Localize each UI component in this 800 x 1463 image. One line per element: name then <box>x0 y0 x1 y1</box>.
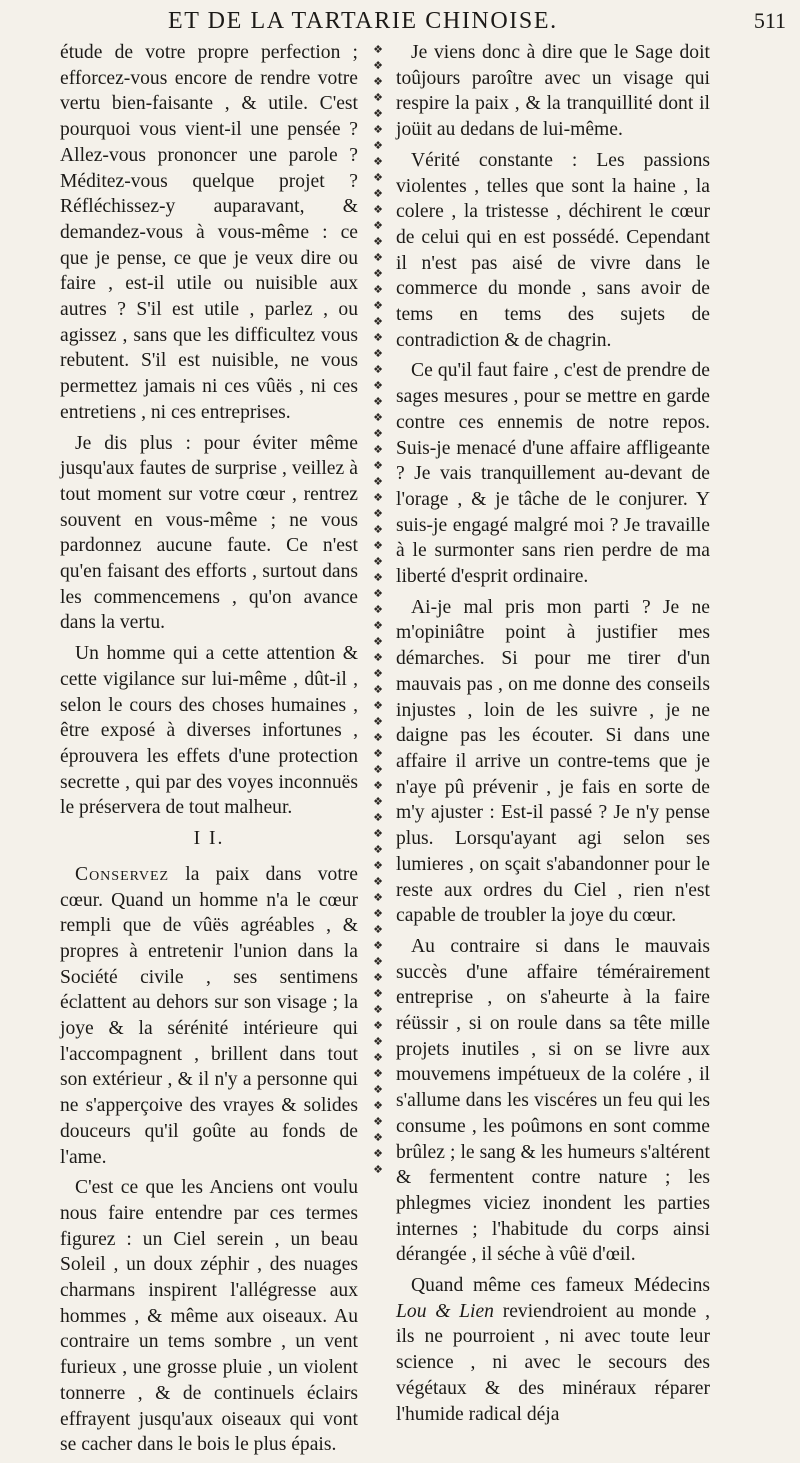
ornament-glyph: ❖ <box>373 939 383 952</box>
paragraph: Ce qu'il faut faire , c'est de prendre de sages mesures , pour se mettre en garde contre ces ennemis de notre repos. Suis-je menacé d'une affaire affligeante ? Je vais tranquillement au-devant de l'orage , & je tâche de le conjurer. Y suis-je engagé malgré moi ? Je travaille à le surmonter sans rien perdre de ma liberté d'esprit ordinaire. <box>396 360 710 588</box>
paragraph: Je dis plus : pour éviter même jusqu'aux fautes de surprise , veillez à tout moment sur votre cœur , rentrez souvent en vous-même ; ne vous pardonnez aucune faute. Ce n'est qu'en faisant des efforts , surtout dans les commencemens , qu'on avance dans la vertu. <box>60 432 358 634</box>
ornament-glyph: ❖ <box>373 539 383 552</box>
ornament-glyph: ❖ <box>373 779 383 792</box>
ornament-glyph: ❖ <box>373 571 383 584</box>
ornament-glyph: ❖ <box>373 203 383 216</box>
ornament-glyph: ❖ <box>373 315 383 328</box>
ornament-glyph: ❖ <box>373 491 383 504</box>
ornament-glyph: ❖ <box>373 763 383 776</box>
paragraph-text: Quand même ces fameux Médecins <box>411 1275 710 1297</box>
ornament-glyph: ❖ <box>373 795 383 808</box>
ornament-glyph: ❖ <box>373 555 383 568</box>
paragraph: C'est ce que les Anciens ont voulu nous faire entendre par ces termes figurez : un Ciel serein , un beau Soleil , un doux zéphir , des nuages charmans inspirent l'allégresse aux hommes , & même aux oiseaux. Au contraire un tems sombre , un vent furieux , une grosse pluie , un violent tonnerre , & de continuels éclairs effrayent jusqu'aux oiseaux qui vont se cacher dans le bois le plus épais. <box>60 1177 358 1456</box>
ornament-glyph: ❖ <box>373 523 383 536</box>
ornament-glyph: ❖ <box>373 43 383 56</box>
italic-names: Lou & Lien <box>396 1300 494 1322</box>
ornament-glyph: ❖ <box>373 123 383 136</box>
paragraph: Au contraire si dans le mauvais succès d'une affaire témérairement entreprise , on s'aheurte à la faire réüssir , si on roule dans sa tête mille projets inutiles , si on se livre aux mouvemens impétueux de la colére , il s'allume dans les viscéres un feu qui les consume , les poûmons en sont comme brûlez ; le sang & les humeurs s'altérent & fermentent contre nature ; les phlegmes viciez inondent les parties internes ; l'habitude du corps ainsi dérangée , il séche à vûë d'œil. <box>396 935 710 1266</box>
ornament-glyph: ❖ <box>373 699 383 712</box>
ornament-glyph: ❖ <box>373 891 383 904</box>
ornament-glyph: ❖ <box>373 235 383 248</box>
ornament-glyph: ❖ <box>373 635 383 648</box>
ornament-glyph: ❖ <box>373 715 383 728</box>
ornament-glyph: ❖ <box>373 1067 383 1080</box>
ornament-glyph: ❖ <box>373 379 383 392</box>
ornament-glyph: ❖ <box>373 475 383 488</box>
ornament-glyph: ❖ <box>373 139 383 152</box>
ornament-glyph: ❖ <box>373 827 383 840</box>
paragraph: Un homme qui a cette attention & cette vigilance sur lui-même , dût-il , selon le cours des choses humaines , être exposé à diverses infortunes , éprouvera les effets d'une protection secrette , qui par des voyes inconnuës le préservera de tout malheur. <box>60 643 358 819</box>
ornament-glyph: ❖ <box>373 955 383 968</box>
running-title: ET DE LA TARTARIE CHINOISE. <box>168 8 558 34</box>
lead-word: Conservez <box>75 863 170 885</box>
ornament-glyph: ❖ <box>373 331 383 344</box>
ornament-glyph: ❖ <box>373 1163 383 1176</box>
paragraph <box>60 862 358 1170</box>
ornament-glyph: ❖ <box>373 267 383 280</box>
ornament-glyph: ❖ <box>373 859 383 872</box>
ornament-glyph: ❖ <box>373 651 383 664</box>
ornament-glyph: ❖ <box>373 411 383 424</box>
ornament-glyph: ❖ <box>373 1147 383 1160</box>
ornament-glyph: ❖ <box>373 1083 383 1096</box>
ornament-glyph: ❖ <box>373 283 383 296</box>
right-column <box>396 40 710 1432</box>
ornament-glyph: ❖ <box>373 363 383 376</box>
ornament-glyph: ❖ <box>373 75 383 88</box>
ornament-glyph: ❖ <box>373 875 383 888</box>
ornament-glyph: ❖ <box>373 1035 383 1048</box>
ornamental-column-rule <box>371 42 385 1192</box>
ornament-glyph: ❖ <box>373 299 383 312</box>
ornament-glyph: ❖ <box>373 667 383 680</box>
ornament-glyph: ❖ <box>373 747 383 760</box>
paragraph: étude de votre propre perfection ; efforcez-vous encore de rendre votre vertu bien-faisante , & utile. C'est pourquoi vous vient-il une pensée ? Allez-vous prononcer une parole ? Méditez-vous quelque projet ? Réfléchissez-y auparavant, & demandez-vous à vous-même : ce que je pense, ce que je veux dire ou faire , est-il utile ou nuisible aux autres ? S'il est utile , parlez , ou agissez , sans que les difficultez vous rebutent. S'il est nuisible, ne vous permettez jamais ni ces vûës , ni ces entretiens , ni ces entreprises. <box>60 42 358 423</box>
ornament-glyph: ❖ <box>373 1019 383 1032</box>
ornament-glyph: ❖ <box>373 59 383 72</box>
left-column <box>60 40 358 1463</box>
ornament-glyph: ❖ <box>373 971 383 984</box>
ornament-glyph: ❖ <box>373 987 383 1000</box>
paragraph: Vérité constante : Les passions violentes , telles que sont la haine , la colere , la tristesse , déchirent le cœur de celui qui en est possédé. Cependant il n'est pas aisé de vivre dans le commerce du monde , sans avoir de tems en tems des sujets de contradiction & de chagrin. <box>396 149 710 351</box>
ornament-glyph: ❖ <box>373 171 383 184</box>
ornament-glyph: ❖ <box>373 1099 383 1112</box>
paragraph-text: reviendroient au monde , ils ne pourroient , ni avec toute leur science , ni avec le secours des végétaux & des minéraux réparer l'humide radical déja <box>396 1300 710 1425</box>
ornament-glyph: ❖ <box>373 107 383 120</box>
ornament-glyph: ❖ <box>373 603 383 616</box>
paragraph-text: la paix dans votre cœur. Quand un homme n'a le cœur rempli que de vûës agréables , & propres à entretenir l'union dans la Société civile , ses sentimens éclattent au dehors sur son visage ; la joye & la sérénité intérieure qui l'accompagnent , brillent dans tout son extérieur , & il n'y a personne qui ne s'apperçoive des vrayes & solides douceurs qu'il goûte au fonds de l'ame. <box>60 863 358 1168</box>
ornament-glyph: ❖ <box>373 587 383 600</box>
ornament-glyph: ❖ <box>373 923 383 936</box>
ornament-glyph: ❖ <box>373 251 383 264</box>
paragraph <box>396 1273 710 1427</box>
ornament-glyph: ❖ <box>373 1115 383 1128</box>
ornament-glyph: ❖ <box>373 155 383 168</box>
paragraph: Ai-je mal pris mon parti ? Je ne m'opiniâtre point à justifier mes démarches. Si pour me tirer d'un mauvais pas , on me donne des conseils injustes , loin de les suivre , je ne daigne pas les écouter. Si dans une affaire il arrive un contre-tems que je n'aye pû prévenir , je fais en sorte de m'y ajuster : Est-il passé ? Je n'y pense plus. Lorsqu'ayant agi selon ses lumieres , on sçait s'abandonner pour le reste aux ordres du Ciel , rien n'est capable de troubler la joye du cœur. <box>396 596 710 927</box>
ornament-glyph: ❖ <box>373 1003 383 1016</box>
ornament-glyph: ❖ <box>373 619 383 632</box>
ornament-glyph: ❖ <box>373 443 383 456</box>
paragraph: Je viens donc à dire que le Sage doit toûjours paroître avec un visage qui respire la paix , & la tranquillité dont il joüit au dedans de lui-même. <box>396 42 710 141</box>
ornament-glyph: ❖ <box>373 507 383 520</box>
ornament-glyph: ❖ <box>373 347 383 360</box>
ornament-glyph: ❖ <box>373 219 383 232</box>
ornament-glyph: ❖ <box>373 459 383 472</box>
ornament-glyph: ❖ <box>373 187 383 200</box>
ornament-glyph: ❖ <box>373 1131 383 1144</box>
ornament-glyph: ❖ <box>373 683 383 696</box>
ornament-glyph: ❖ <box>373 91 383 104</box>
ornament-glyph: ❖ <box>373 427 383 440</box>
page-header <box>0 6 800 42</box>
section-heading: I I. <box>193 828 225 850</box>
ornament-glyph: ❖ <box>373 907 383 920</box>
ornament-glyph: ❖ <box>373 731 383 744</box>
ornament-glyph: ❖ <box>373 811 383 824</box>
ornament-glyph: ❖ <box>373 395 383 408</box>
ornament-glyph: ❖ <box>373 843 383 856</box>
page-number: 511 <box>753 8 786 33</box>
ornament-glyph: ❖ <box>373 1051 383 1064</box>
